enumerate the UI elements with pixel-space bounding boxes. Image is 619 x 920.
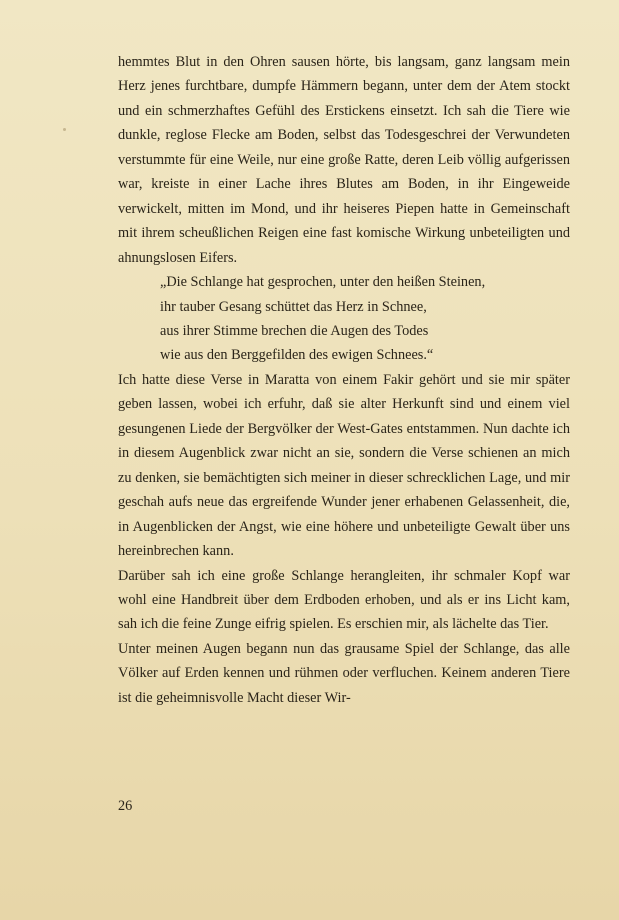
paragraph-fakir: Ich hatte diese Verse in Maratta von einem Fakir gehört und sie mir später geben lassen, wobei ich erfuhr, daß sie alter Herkunft sind und einem viel gesungenen Liede der Bergvölker der West-Gates entstammen. Nun dachte ich in diesem Augenblick zwar nicht an sie, sondern die Verse schienen an mich zu denken, sie bemächtigten sich meiner in dieser schrecklichen Lage, und mir geschah aufs neue das ergreifende Wunder jener erhabenen Gelassenheit, die, in Augenblicken der Angst, wie eine höhere und unbeteiligte Gewalt über uns hereinbrechen kann. — [118, 371, 570, 560]
verse-line: ihr tauber Gesang schüttet das Herz in Schnee, — [160, 298, 427, 315]
page-text — [118, 50, 570, 710]
page-number: 26 — [118, 798, 133, 814]
paragraph-snake-play: Unter meinen Augen begann nun das grausame Spiel der Schlange, das alle Völker auf Erden kennen und rühmen oder verfluchen. Keinem anderen Tiere ist die geheimnisvolle Macht dieser Wir- — [118, 640, 570, 706]
paper-speck — [63, 128, 66, 131]
verse-line: „Die Schlange hat gesprochen, unter den heißen Steinen, — [160, 274, 486, 291]
verse-line: aus ihrer Stimme brechen die Augen des Todes — [160, 322, 429, 339]
paragraph-snake-approach: Darüber sah ich eine große Schlange herangleiten, ihr schmaler Kopf war wohl eine Handbreit über dem Erdboden erhoben, und als er ins Licht kam, sah ich die feine Zunge eifrig spielen. Es erschien mir, als lächelte das Tier. — [118, 567, 570, 633]
verse-block — [118, 270, 570, 368]
verse-line: wie aus den Berggefilden des ewigen Schnees.“ — [160, 347, 434, 364]
paragraph-opening: hemmtes Blut in den Ohren sausen hörte, bis langsam, ganz langsam mein Herz jenes furchtbare, dumpfe Hämmern begann, unter dem der Atem stockt und ein schmerzhaftes Gefühl des Erstickens einsetzt. Ich sah die Tiere wie dunkle, reglose Flecke am Boden, selbst das Todesgeschrei der Verwundeten verstummte für eine Weile, nur eine große Ratte, deren Leib völlig aufgerissen war, kreiste in einer Lache ihres Blutes am Boden, in ihr Eingeweide verwickelt, mitten im Mond, und ihr heiseres Piepen hatte in Gemeinschaft mit ihrem scheußlichen Reigen eine fast komische Wirkung unbeteiligten und ahnungslosen Eifers. — [118, 54, 570, 266]
